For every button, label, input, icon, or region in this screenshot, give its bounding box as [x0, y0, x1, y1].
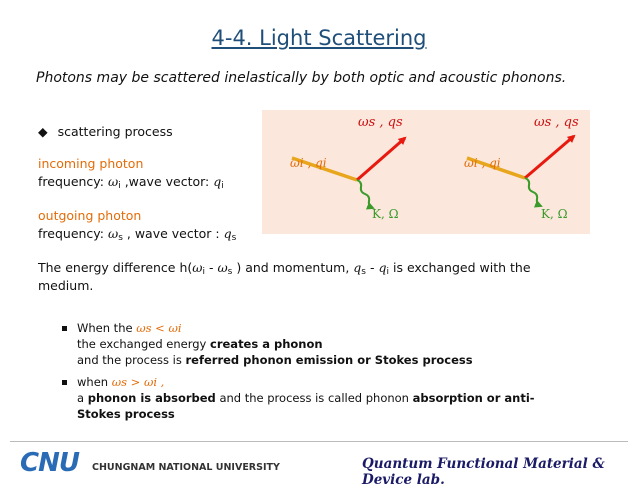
footer-divider — [10, 441, 628, 442]
case-absorption-line-1 — [62, 374, 535, 390]
case2-l2b: phonon is absorbed — [87, 391, 216, 405]
right-phonon — [525, 178, 541, 206]
energy-omega-s-sub: s — [227, 267, 233, 277]
incoming-wave-label: ,wave vector: — [124, 174, 210, 189]
energy-line-1 — [38, 259, 593, 281]
left-in-label: ωi , qi — [290, 156, 327, 170]
right-phonon-label: K, Ω — [541, 207, 568, 221]
case2-l2a: a — [77, 391, 85, 405]
case1-l3a: and the process is — [77, 353, 182, 367]
energy-q-i-sub: i — [386, 267, 389, 277]
case2-l2c: and the process is called phonon — [219, 391, 409, 405]
outgoing-omega-sub: s — [118, 233, 123, 243]
case-emission — [62, 320, 473, 368]
case2-condition: ωs > ωi , — [111, 375, 165, 389]
outgoing-wave-label: , wave vector : — [126, 226, 220, 241]
left-out-label: ωs , qs — [358, 115, 403, 130]
diamond-bullet-icon: ◆ — [38, 124, 48, 139]
scattering-label: scattering process — [57, 124, 173, 139]
incoming-omega-sub: i — [118, 181, 121, 191]
square-bullet-icon — [62, 380, 67, 385]
energy-omega-i-sub: i — [202, 267, 205, 277]
case1-condition: ωs < ωi — [136, 321, 182, 335]
case-emission-line-3 — [62, 352, 473, 368]
energy-minus-2: - — [366, 260, 379, 275]
outgoing-q-sub: s — [231, 233, 237, 243]
case-absorption-line-2 — [62, 390, 535, 406]
energy-q-s-sub: s — [361, 267, 366, 277]
case-absorption-line-3: Stokes process — [77, 407, 175, 421]
energy-q-i: q — [378, 260, 387, 275]
lab-name: Quantum Functional Material & Device lab. — [362, 456, 605, 488]
energy-text-b: ) and momentum, — [236, 260, 350, 275]
energy-omega-i: ω — [192, 260, 203, 275]
case-emission-line-1 — [62, 320, 473, 336]
incoming-q: q — [213, 174, 222, 189]
incoming-frequency-label: frequency: — [38, 174, 104, 189]
right-scattered-photon — [525, 136, 574, 178]
case1-l3b: referred phonon emission or Stokes process — [185, 353, 473, 367]
case-absorption — [62, 374, 535, 422]
energy-line-2: medium. — [38, 278, 94, 293]
outgoing-omega: ω — [107, 226, 119, 241]
incoming-omega: ω — [107, 174, 119, 189]
left-scattered-photon — [357, 138, 405, 180]
intro-text: Photons may be scattered inelastically by both optic and acoustic phonons. — [36, 70, 567, 86]
left-phonon-label: K, Ω — [372, 207, 399, 221]
left-phonon — [357, 180, 373, 208]
outgoing-frequency-label: frequency: — [38, 226, 104, 241]
case2-l2d: absorption or anti- — [412, 391, 535, 405]
university-name: CHUNGNAM NATIONAL UNIVERSITY — [92, 462, 280, 473]
case2-when: when — [77, 375, 109, 389]
energy-q-s: q — [353, 260, 362, 275]
square-bullet-icon — [62, 326, 67, 331]
incoming-q-sub: i — [221, 181, 224, 191]
case1-when: When the — [77, 321, 133, 335]
right-in-label: ωi , qi — [464, 156, 501, 170]
outgoing-q: q — [223, 226, 232, 241]
right-out-label: ωs , qs — [534, 115, 579, 130]
energy-text-c: is exchanged with the — [392, 260, 531, 275]
energy-text-a: The energy difference h( — [38, 260, 193, 275]
cnu-logo: CNU — [20, 448, 79, 478]
case1-l2a: the exchanged energy — [77, 337, 207, 351]
case-emission-line-2 — [62, 336, 473, 352]
outgoing-heading: outgoing photon — [38, 208, 142, 223]
case1-l2b: creates a phonon — [210, 337, 323, 351]
page-title: 4-4. Light Scattering — [211, 26, 427, 50]
scattering-heading — [38, 123, 173, 140]
scattering-diagram — [262, 110, 590, 234]
outgoing-frequency — [38, 225, 236, 247]
incoming-frequency — [38, 173, 224, 195]
energy-omega-s: ω — [217, 260, 228, 275]
incoming-heading: incoming photon — [38, 156, 144, 171]
energy-minus: - — [205, 260, 218, 275]
